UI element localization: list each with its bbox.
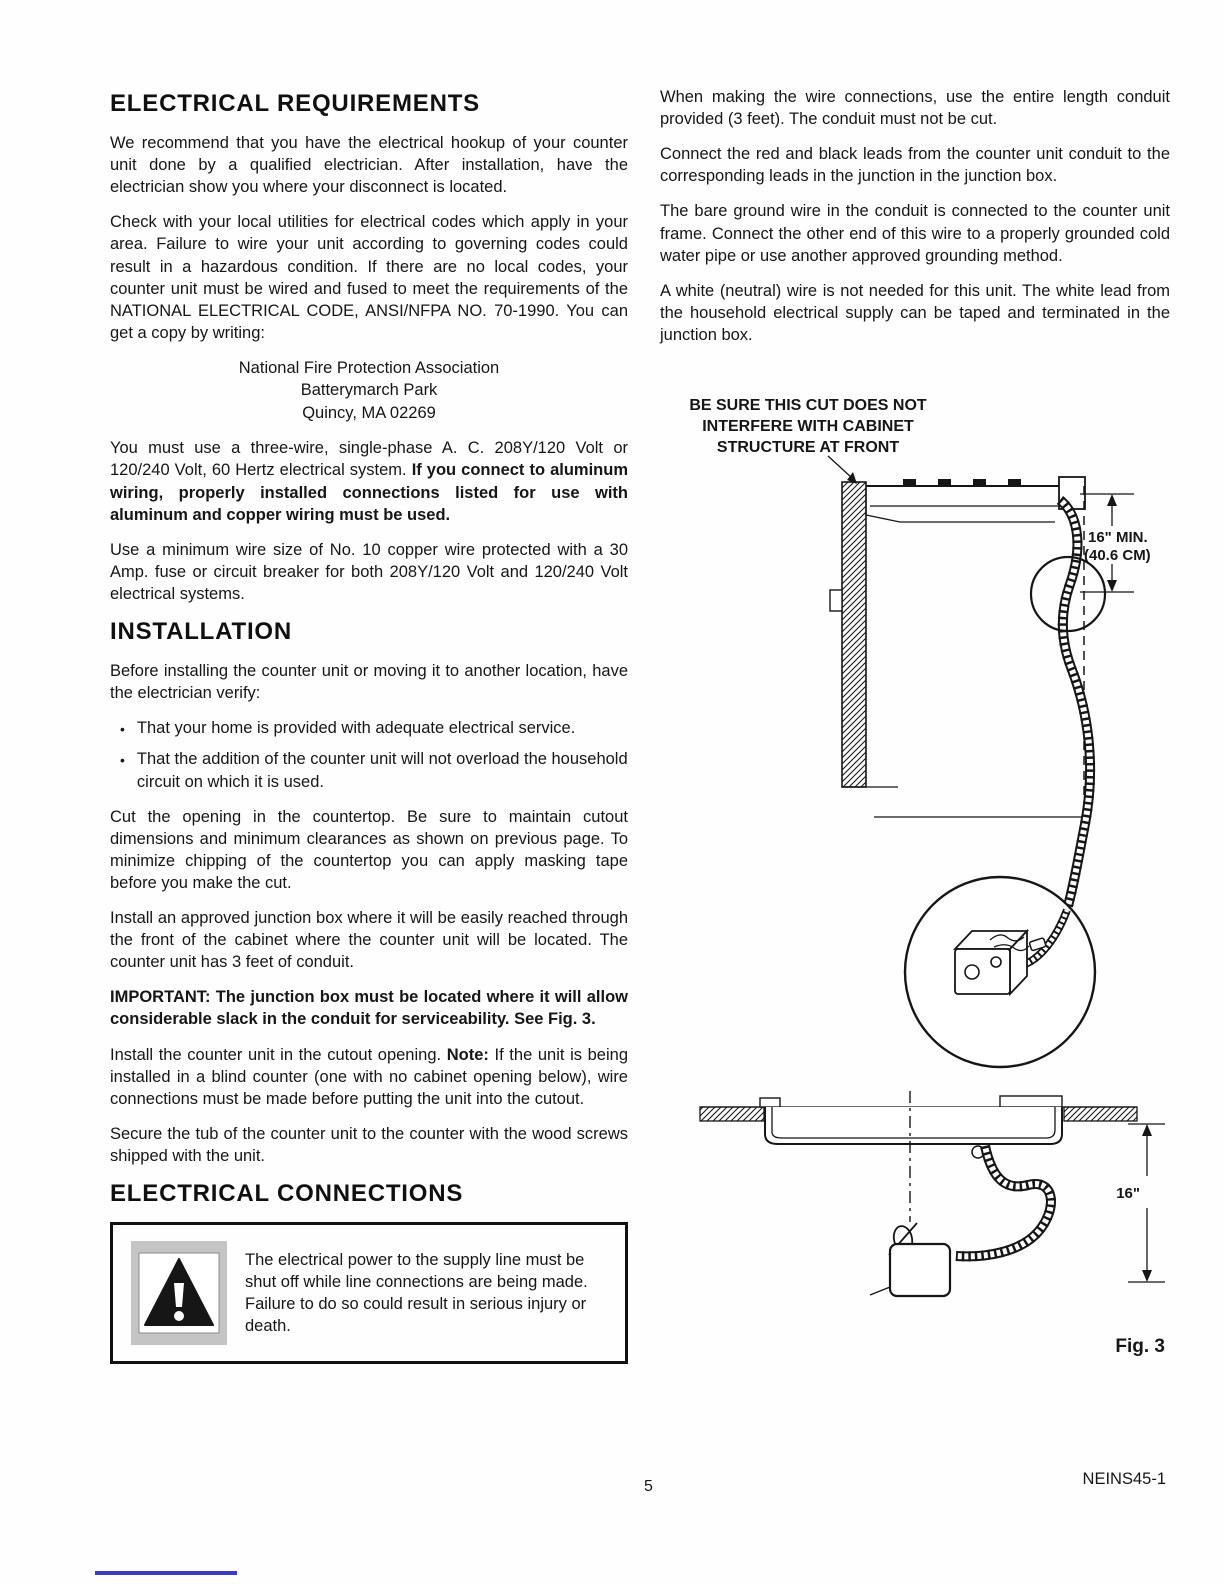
counter-unit-tub (760, 1096, 1062, 1158)
address-line: National Fire Protection Association (238, 358, 500, 377)
heading-electrical-connections: ELECTRICAL CONNECTIONS (110, 1180, 464, 1208)
address-line: Batterymarch Park (300, 381, 438, 400)
scan-artifact-mark (95, 1571, 237, 1575)
paragraph: Before installing the counter unit or moving it to another location, have the electrician verify: (110, 662, 628, 703)
callout-line-3: STRUCTURE AT FRONT (716, 439, 900, 457)
warning-triangle-icon (131, 1241, 227, 1345)
figure-3 (660, 394, 1170, 1389)
list-item (114, 748, 628, 792)
page-number: 5 (644, 1478, 653, 1495)
dimension-label-16min: 16" MIN. (1088, 529, 1148, 547)
callout-line-2: INTERFERE WITH CABINET (702, 418, 914, 436)
cabinet-hinge (830, 590, 842, 611)
cabinet-side-panel (842, 482, 866, 787)
countertop-right-section (1064, 1107, 1137, 1121)
paragraph: Connect the red and black leads from the counter unit conduit to the corresponding leads in the junction in the junction box. (660, 145, 1170, 186)
document-code: NEINS45-1 (1082, 1470, 1166, 1488)
installed-unit-drawing (700, 1091, 1165, 1296)
important-paragraph: IMPORTANT: The junction box must be located where it will allow considerable slack in the conduit for serviceability. See Fig. 3. (110, 988, 628, 1029)
counter-unit-flange (866, 477, 1085, 522)
heading-electrical-requirements: ELECTRICAL REQUIREMENTS (110, 90, 480, 117)
verify-list (114, 717, 628, 792)
warning-box (110, 1222, 628, 1364)
callout-line-1: BE SURE THIS CUT DOES NOT (689, 397, 927, 415)
paragraph-text: Install the counter unit in the cutout opening. (110, 1045, 447, 1064)
countertop-left-section (700, 1107, 764, 1121)
paragraph: Install an approved junction box where it will be easily reached through the front of the cabinet where the counter unit will be located. The counter unit has 3 feet of conduit. (110, 909, 628, 972)
list-item (114, 717, 628, 739)
paragraph: The bare ground wire in the conduit is connected to the counter unit frame. Connect the other end of this wire to a properly grounded cold water pipe or use another approved grounding method. (660, 202, 1170, 265)
paragraph-text: If the unit is being installed in a blind counter (one with no cabinet opening below), wire connections must be made before putting the unit into the cutout. (110, 1045, 629, 1108)
address-line: Quincy, MA 02269 (302, 403, 436, 422)
figure-3-drawing (660, 394, 1168, 1384)
paragraph-text: You must use a three-wire, single-phase A. C. 208Y/120 Volt or 120/240 Volt, 60 Hertz electrical system. (110, 439, 628, 480)
dimension-16-min (1080, 494, 1151, 592)
paragraph (110, 1044, 628, 1110)
heading-installation: INSTALLATION (110, 618, 293, 646)
paragraph: Check with your local utilities for electrical codes which apply in your area. Failure to wire your unit according to governing codes could result in a hazardous condition. If there are no local codes, your counter unit must be wired and fused to meet the requirements of the NATIONAL ELECTRICAL CODE, ANSI/NFPA NO. 70-1990. You can get a copy by writing: (110, 213, 628, 342)
warning-triangle-svg (137, 1249, 221, 1337)
bullet-icon (114, 717, 125, 739)
paragraph-bold-text: If you connect to aluminum wiring, properly installed connections listed for use with aluminum and copper wiring must be used. (110, 461, 628, 524)
junction-box-magnifier (905, 877, 1095, 1067)
dimension-label-cm: (40.6 CM) (1084, 547, 1151, 565)
paragraph (110, 437, 628, 525)
junction-box-stub (870, 1287, 890, 1295)
list-item-text: That your home is provided with adequate electrical service. (136, 719, 576, 738)
dimension-16 (1116, 1124, 1165, 1282)
paragraph: Cut the opening in the countertop. Be sure to maintain cutout dimensions and minimum clearances as shown on previous page. To minimize chipping of the countertop you can apply masking tape before you make the cut. (110, 807, 628, 892)
left-column (110, 86, 628, 1364)
paragraph: A white (neutral) wire is not needed for this unit. The white lead from the household electrical supply can be taped and terminated in the junction box. (660, 281, 1170, 344)
cabinet-section-drawing (830, 477, 1151, 1067)
paragraph: Use a minimum wire size of No. 10 copper wire protected with a 30 Amp. fuse or circuit breaker for both 208Y/120 Volt and 120/240 Volt electrical systems. (110, 540, 628, 603)
figure-callout-label (689, 397, 927, 484)
paragraph: Secure the tub of the counter unit to the counter with the wood screws shipped with the unit. (110, 1124, 628, 1166)
paragraph: When making the wire connections, use the entire length conduit provided (3 feet). The conduit must not be cut. (660, 88, 1170, 129)
callout-arrow-line (828, 456, 852, 478)
figure-caption: Fig. 3 (1115, 1336, 1165, 1358)
right-column (660, 86, 1170, 1389)
nfpa-address (110, 357, 628, 424)
warning-text: The electrical power to the supply line must be shut off while line connections are being made. Failure to do so could result in serious injury or death. (245, 1250, 588, 1336)
bullet-icon (114, 748, 125, 792)
note-label: Note: (446, 1045, 489, 1064)
conduit-lower (956, 1146, 1051, 1256)
paragraph: We recommend that you have the electrical hookup of your counter unit done by a qualified electrician. After installation, have the electrician show you where your disconnect is located. (110, 134, 628, 197)
junction-box (890, 1244, 950, 1296)
dimension-label-16: 16" (1116, 1185, 1140, 1203)
list-item-text: That the addition of the counter unit will not overload the household circuit on which it is used. (136, 750, 628, 791)
